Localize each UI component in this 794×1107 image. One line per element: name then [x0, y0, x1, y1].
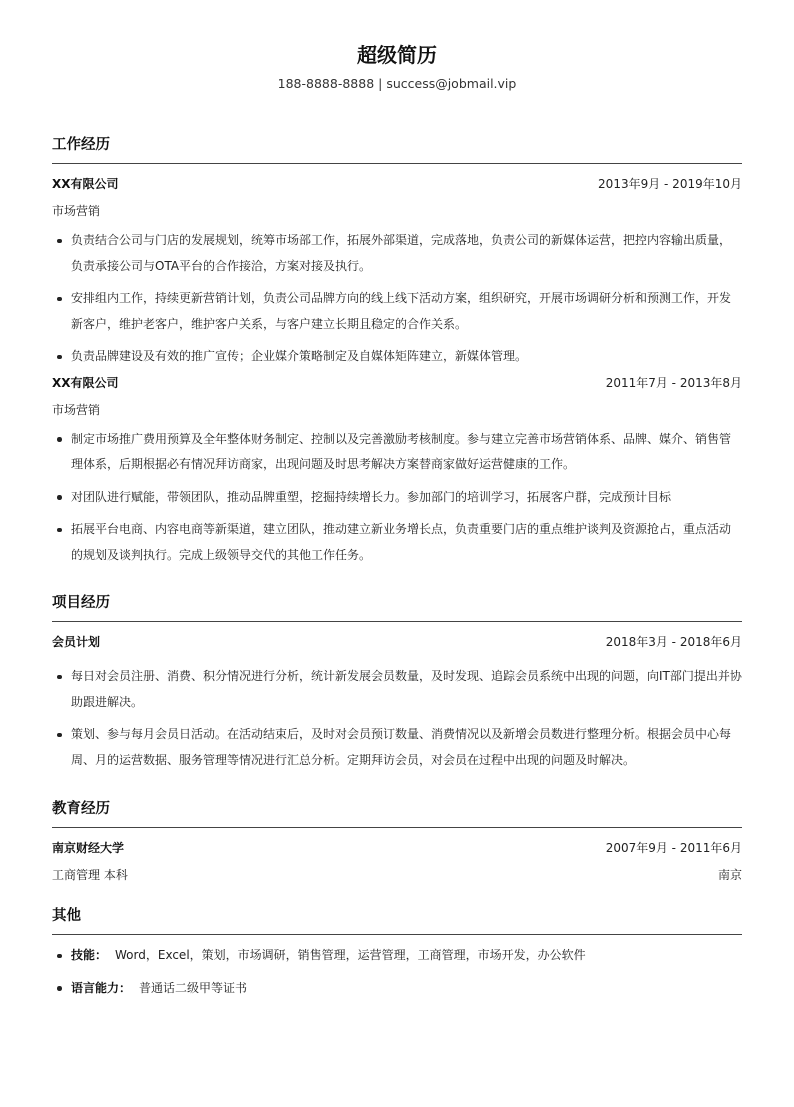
- job-bullets: [52, 228, 742, 370]
- company-name: XX有限公司: [52, 177, 119, 191]
- education-period: 2007年9月 - 2011年6月: [605, 841, 742, 855]
- job-period: 2011年7月 - 2013年8月: [605, 375, 742, 390]
- skills-value: Word，Excel，策划，市场调研，销售管理，运营管理，工商管理，市场开发，办公软件: [115, 948, 586, 962]
- projects-section: [52, 592, 742, 773]
- other-section: [52, 905, 742, 1001]
- section-title-education: 教育经历: [52, 798, 742, 828]
- bullet-item: 每日对会员注册、消费、积分情况进行分析，统计新发展会员数量，及时发现、追踪会员系统中出现的问题，向IT部门提出并协助跟进解决。: [52, 664, 742, 715]
- major-degree: 工商管理 本科: [52, 868, 128, 882]
- job-entry: [52, 175, 742, 370]
- skills-item: [52, 943, 742, 969]
- section-title-other: 其他: [52, 905, 742, 935]
- job-header: [52, 374, 742, 392]
- job-bullets: [52, 427, 742, 569]
- job-period: 2013年9月 - 2019年10月: [598, 177, 742, 191]
- bullet-item: 负责品牌建设及有效的推广宣传；企业媒介策略制定及自媒体矩阵建立，新媒体管理。: [52, 344, 742, 370]
- school-name: 南京财经大学: [52, 841, 125, 855]
- bullet-item: 拓展平台电商、内容电商等新渠道，建立团队，推动建立新业务增长点，负责重要门店的重点维护谈判及资源抢占，重点活动的规划及谈判执行。完成上级领导交代的其他工作任务。: [52, 517, 742, 568]
- project-bullets: [52, 664, 742, 773]
- education-detail: [52, 866, 742, 884]
- project-name: 会员计划: [52, 635, 101, 649]
- bullet-item: 负责结合公司与门店的发展规划，统筹市场部工作，拓展外部渠道，完成落地，负责公司的新媒体运营，把控内容输出质量，负责承接公司与OTA平台的合作接洽，方案对接及执行。: [52, 228, 742, 279]
- language-item: [52, 976, 742, 1002]
- other-bullets: [52, 943, 742, 1001]
- contact-info: 188-8888-8888 | success@jobmail.vip: [277, 76, 517, 91]
- section-title-projects: 项目经历: [52, 592, 742, 622]
- project-period: 2018年3月 - 2018年6月: [605, 635, 742, 649]
- job-entry: [52, 374, 742, 569]
- job-role: 市场营销: [52, 204, 101, 218]
- job-role: 市场营销: [52, 402, 101, 417]
- bullet-item: 对团队进行赋能，带领团队，推动品牌重塑，挖掘持续增长力。参加部门的培训学习，拓展客户群，完成预计目标: [52, 485, 742, 511]
- education-header: [52, 839, 742, 857]
- project-header: [52, 633, 742, 651]
- work-section: [52, 134, 742, 568]
- company-name: XX有限公司: [52, 375, 119, 390]
- skills-label: 技能：: [71, 948, 108, 962]
- candidate-name: 超级简历: [357, 43, 437, 67]
- education-location: 南京: [717, 868, 742, 882]
- section-title-work: 工作经历: [52, 134, 742, 164]
- language-value: 普通话二级甲等证书: [139, 980, 248, 995]
- bullet-item: 安排组内工作，持续更新营销计划，负责公司品牌方向的线上线下活动方案，组织研究，开展市场调研分析和预测工作，开发新客户，维护老客户，维护客户关系，与客户建立长期且稳定的合作关系。: [52, 286, 742, 337]
- bullet-item: 制定市场推广费用预算及全年整体财务制定、控制以及完善激励考核制度。参与建立完善市场营销体系、品牌、媒介、销售管理体系，后期根据必有情况拜访商家，出现问题及时思考解决方案替商家做好运营健康的工作。: [52, 427, 742, 478]
- education-section: [52, 798, 742, 884]
- job-header: [52, 175, 742, 193]
- resume-header: [52, 0, 742, 93]
- language-label: 语言能力：: [71, 980, 132, 995]
- project-entry: [52, 633, 742, 773]
- bullet-item: 策划、参与每月会员日活动。在活动结束后，及时对会员预订数量、消费情况以及新增会员数进行整理分析。根据会员中心每周、月的运营数据、服务管理等情况进行汇总分析。定期拜访会员，对会员在过程中出现的问题及时解决。: [52, 722, 742, 773]
